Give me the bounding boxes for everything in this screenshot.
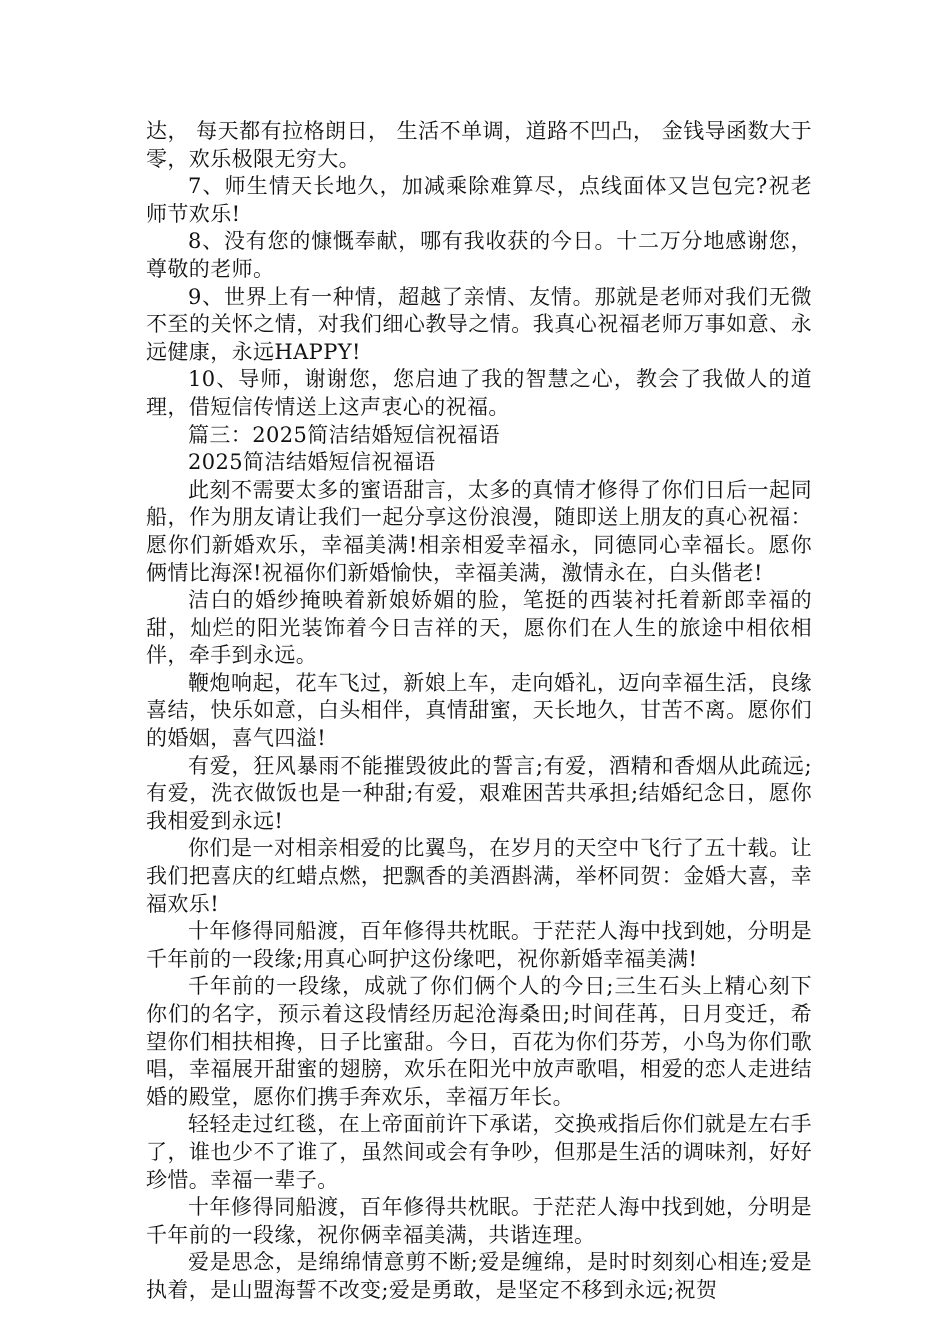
paragraph-wedding-10: 爱是思念，是绵绵情意剪不断;爱是缠绵，是时时刻刻心相连;爱是执着，是山盟海誓不改变;爱是勇敢，是坚定不移到永远;祝贺 bbox=[146, 1250, 812, 1302]
paragraph-wedding-6: 十年修得同船渡，百年修得共枕眠。于茫茫人海中找到她，分明是千年前的一段缘;用真心呵护这份缘吧，祝你新婚幸福美满! bbox=[146, 919, 812, 971]
paragraph-wish-8: 8、没有您的慷慨奉献，哪有我收获的今日。十二万分地感谢您，尊敬的老师。 bbox=[146, 229, 812, 281]
paragraph-wedding-9: 十年修得同船渡，百年修得共枕眠。于茫茫人海中找到她，分明是千年前的一段缘，祝你俩幸福美满，共谐连理。 bbox=[146, 1195, 812, 1247]
paragraph-wedding-8: 轻轻走过红毯，在上帝面前许下承诺，交换戒指后你们就是左右手了，谁也少不了谁了，虽然间或会有争吵，但那是生活的调味剂，好好珍惜。幸福一辈子。 bbox=[146, 1112, 812, 1192]
paragraph-wish-7: 7、师生情天长地久，加减乘除难算尽，点线面体又岂包完?祝老师节欢乐! bbox=[146, 174, 812, 226]
paragraph-wedding-7: 千年前的一段缘，成就了你们俩个人的今日;三生石头上精心刻下你们的名字，预示着这段情经历起沧海桑田;时间荏苒，日月变迁，希望你们相扶相搀，日子比蜜甜。今日，百花为你们芬芳，小鸟为你们歌唱，幸福展开甜蜜的翅膀，欢乐在阳光中放声歌唱，相爱的恋人走进结婚的殿堂，愿你们携手奔欢乐，幸福万年长。 bbox=[146, 974, 812, 1109]
paragraph-wedding-1: 此刻不需要太多的蜜语甜言，太多的真情才修得了你们日后一起同船，作为朋友请让我们一起分享这份浪漫，随即送上朋友的真心祝福：愿你们新婚欢乐，幸福美满!相亲相爱幸福永，同德同心幸福长。愿你俩情比海深!祝福你们新婚愉快，幸福美满，激情永在，白头偕老! bbox=[146, 477, 812, 585]
paragraph-wedding-2: 洁白的婚纱掩映着新娘娇媚的脸，笔挺的西装衬托着新郎幸福的甜，灿烂的阳光装饰着今日吉祥的天，愿你们在人生的旅途中相依相伴，牵手到永远。 bbox=[146, 588, 812, 668]
paragraph-wedding-4: 有爱，狂风暴雨不能摧毁彼此的誓言;有爱，酒精和香烟从此疏远;有爱，洗衣做饭也是一种甜;有爱，艰难困苦共承担;结婚纪念日，愿你我相爱到永远! bbox=[146, 753, 812, 833]
paragraph-continued: 达， 每天都有拉格朗日， 生活不单调，道路不凹凸， 金钱导函数大于零，欢乐极限无穷大。 bbox=[146, 119, 812, 171]
paragraph-wedding-3: 鞭炮响起，花车飞过，新娘上车，走向婚礼，迈向幸福生活，良缘喜结，快乐如意，白头相伴，真情甜蜜，天长地久，甘苦不离。愿你们的婚姻，喜气四溢! bbox=[146, 670, 812, 751]
paragraph-wish-10: 10、导师，谢谢您，您启迪了我的智慧之心，教会了我做人的道理，借短信传情送上这声衷心的祝福。 bbox=[146, 367, 812, 419]
section-subheading: 2025简洁结婚短信祝福语 bbox=[188, 450, 436, 475]
paragraph-wish-9: 9、世界上有一种情，超越了亲情、友情。那就是老师对我们无微不至的关怀之情，对我们细心教导之情。我真心祝福老师万事如意、永远健康，永远HAPPY! bbox=[146, 284, 812, 364]
section-heading: 篇三：2025简洁结婚短信祝福语 bbox=[188, 422, 500, 447]
paragraph-wedding-5: 你们是一对相亲相爱的比翼鸟，在岁月的天空中飞行了五十载。让我们把喜庆的红蜡点燃，把飘香的美酒斟满，举杯同贺：金婚大喜，幸福欢乐! bbox=[146, 836, 812, 916]
document-page bbox=[146, 118, 812, 1305]
